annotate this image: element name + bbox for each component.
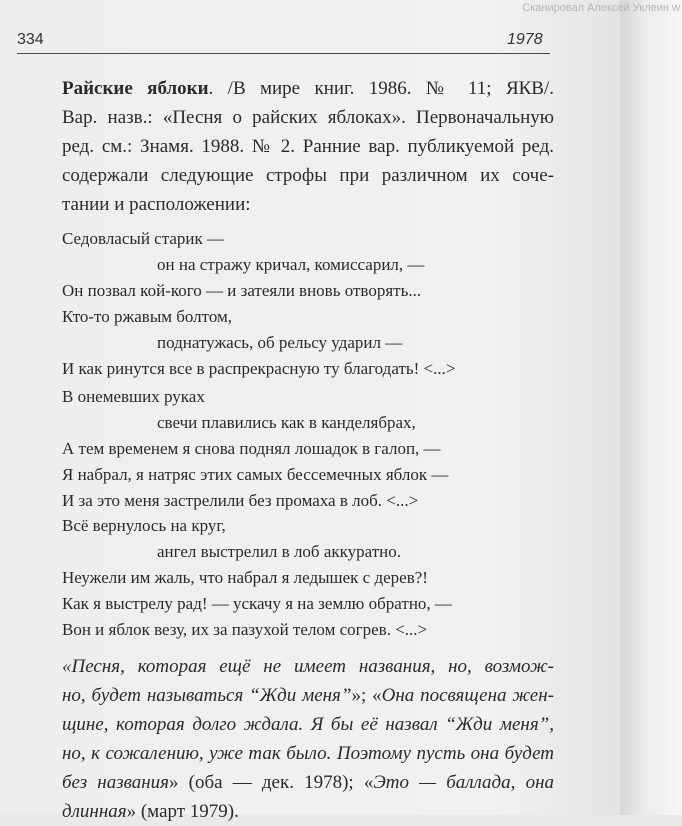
verse-stanza-2	[62, 384, 562, 514]
page-number: 334	[17, 31, 44, 48]
entry-line-4: содержали следующие строфы при различном их соче-	[62, 165, 554, 186]
verse-line: И за это меня застрелили без промаха в лоб. <...>	[62, 491, 419, 510]
entry-line-2: Вар. назв.: «Песня о райских яблоках». Первоначальную	[62, 107, 554, 128]
note-line-1: «Песня, которая ещё не имеет названия, но, возмож-	[62, 656, 554, 677]
verse-line: В онемевших руках	[62, 387, 205, 406]
entry-paragraph	[62, 74, 554, 219]
entry-source: . /В мире книг. 1986. № 11; ЯКВ/.	[208, 78, 554, 99]
running-head-year: 1978	[507, 31, 543, 48]
page-gutter-shadow	[620, 0, 682, 815]
verse-line: поднатужась, об рельсу ударил —	[157, 333, 403, 352]
verse-stanza-1	[62, 226, 562, 382]
verse-line: Всё вернулось на круг,	[62, 516, 226, 535]
verse-line: ангел выстрелил в лоб аккуратно.	[157, 542, 402, 561]
verse-line: свечи плавились как в канделябрах,	[157, 413, 416, 432]
entry-title: Райские яблоки	[62, 78, 209, 99]
verse-line: Кто-то ржавым болтом,	[62, 307, 233, 326]
note-line-4: но, к сожалению, уже так было. Поэтому пусть она будет	[62, 743, 554, 764]
note-line-2: но, будет называться “Жди меня”»; «Она посвящена жен-	[62, 685, 554, 706]
verse-line: он на стражу кричал, комиссарил, —	[157, 255, 425, 274]
verse-line: А тем временем я снова поднял лошадок в галоп, —	[62, 439, 441, 458]
verse-line: И как ринутся все в распрекрасную ту благодать! <...>	[62, 359, 456, 378]
verse-line: Он позвал кой-кого — и затеяли вновь отворять...	[62, 281, 422, 300]
verse-line: Я набрал, я натряс этих самых бессемечных яблок —	[62, 465, 449, 484]
entry-line-5: тании и расположении:	[62, 194, 251, 215]
verse-line: Седовласый старик —	[62, 229, 224, 248]
commentary-paragraph	[62, 652, 554, 826]
verse-stanza-3	[62, 513, 562, 643]
note-line-5: без названия» (оба — дек. 1978); «Это — баллада, она	[62, 772, 554, 793]
scan-watermark: Сканировал Алексей Уклеин w	[522, 2, 680, 14]
entry-line-1	[62, 74, 554, 103]
verse-line: Вон и яблок везу, их за пазухой телом согрев. <...>	[62, 620, 428, 639]
verse-line: Неужели им жаль, что набрал я ледышек с дерев?!	[62, 568, 428, 587]
entry-line-3: ред. см.: Знамя. 1988. № 2. Ранние вар. публикуемой ред.	[62, 136, 554, 157]
verse-line: Как я выстрелу рад! — ускачу я на землю обратно, —	[62, 594, 452, 613]
note-line-3: щине, которая долго ждала. Я бы её назвал “Жди меня”,	[62, 714, 554, 735]
header-rule	[17, 53, 550, 54]
note-line-6: длинная» (март 1979).	[62, 801, 239, 822]
